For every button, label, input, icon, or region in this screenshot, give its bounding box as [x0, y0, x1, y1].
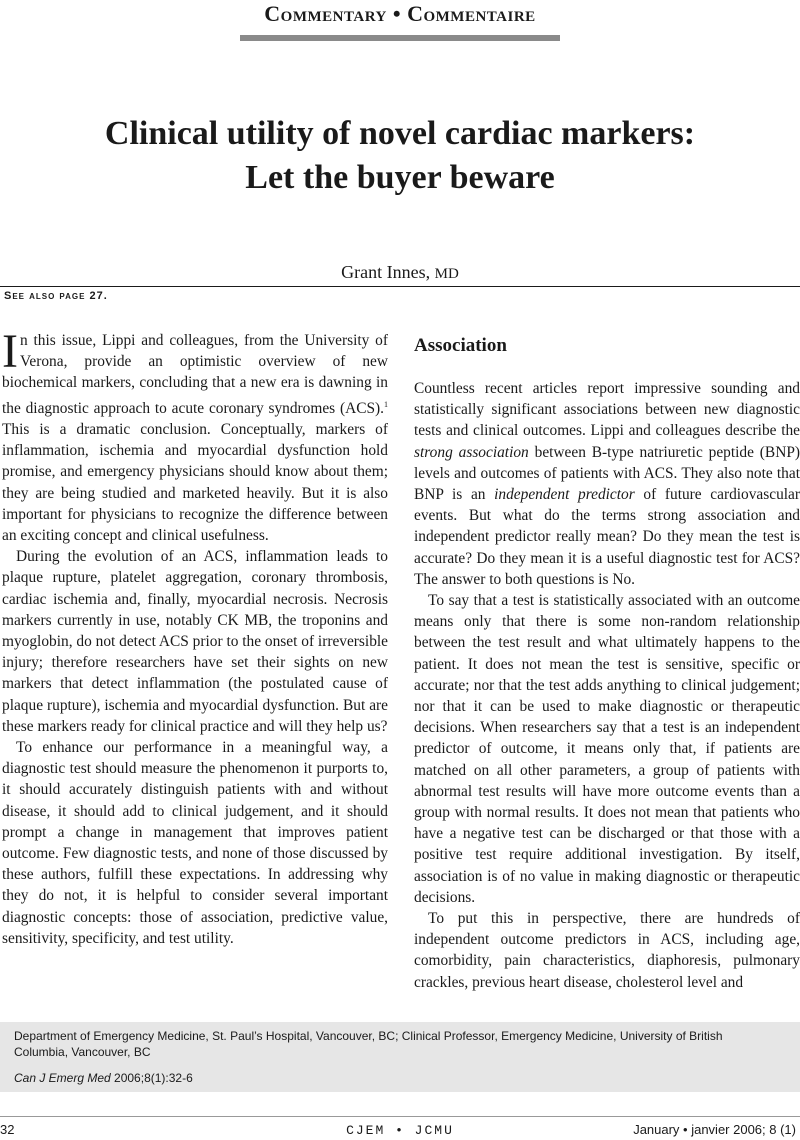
emphasis: independent predictor [494, 486, 635, 504]
page-number: 32 [0, 1122, 15, 1137]
title-line-2: Let the buyer beware [245, 159, 555, 196]
section-heading: Association [414, 335, 507, 356]
right-column [414, 330, 800, 993]
page-footer [0, 1122, 800, 1140]
affiliation-box [0, 1022, 800, 1092]
title-line-1: Clinical utility of novel cardiac markers: [104, 115, 696, 152]
header-rule [0, 286, 800, 287]
drop-cap: I [2, 325, 18, 378]
footer-rule [0, 1116, 800, 1117]
reference-mark: 1 [384, 399, 388, 409]
section-header [0, 0, 800, 28]
paragraph: Countless recent articles report impressive sounding and statistically significant associations between new diagnostic tests and clinical outcomes. Lippi and colleagues describe the strong association between B-type natriuretic peptide (BNP) levels and outcomes of patients with ACS. They also note that BNP is an independent predictor of future cardiovascular events. But what do the terms strong association and independent predictor really mean? Do they mean the test is accurate? Do they mean it is a useful diagnostic test for ACS? The answer to both questions is No. [414, 380, 800, 588]
paragraph: To put this in perspective, there are hundreds of independent outcome predictors in ACS, including age, comorbidity, pain characteristics, diaphoresis, pulmonary crackles, previous heart disease, cholesterol level and [414, 910, 800, 991]
section-label: Commentary • Commentaire [264, 1, 536, 26]
paragraph: To enhance our performance in a meaningful way, a diagnostic test should measure the phenomenon it purports to, it should accurately distinguish patients with and without disease, it should add to clinical judgement, and it should prompt a change in management that improves patient outcome. Few diagnostic tests, and none of those discussed by these authors, fulfill these expectations. In addressing why they do not, it is helpful to consider several important diagnostic concepts: those of association, predictive value, sensitivity, specificity, and test utility. [2, 738, 388, 947]
author-byline [0, 262, 800, 283]
emphasis: strong association [414, 443, 529, 461]
issue-info: January • janvier 2006; 8 (1) [633, 1122, 796, 1137]
affiliation-text: Department of Emergency Medicine, St. Paul’s Hospital, Vancouver, BC; Clinical Professor, Emergency Medicine, University of British Columbia, Vancouver, BC [14, 1029, 723, 1059]
see-also-note: See also page 27. [4, 290, 108, 302]
paragraph: To say that a test is statistically associated with an outcome means only that there is some non-random relationship between the test result and what ultimately happens to the patient. It does not mean the test is sensitive, specific or accurate; nor that the test adds anything to clinical judgement; nor that it can be used to make diagnostic or therapeutic decisions. When researchers say that a test is an independent predictor of outcome, it means only that, if patients are matched on all other parameters, a group of patients with abnormal test results will have more outcome events than a group with normal results. It does not mean that patients who have a negative test can be discharged or that those with a positive test require additional investigation. By itself, association is of no value in making diagnostic or therapeutic decisions. [414, 592, 800, 906]
paragraph: During the evolution of an ACS, inflammation leads to plaque rupture, platelet aggregation, coronary thrombosis, cardiac ischemia and, finally, myocardial necrosis. Necrosis markers currently in use, notably CK MB, the troponins and myoglobin, do not detect ACS prior to the onset of irreversible injury; therefore researchers have set their sights on new markers that detect inflammation (the postulated cause of plaque rupture), ischemia and myocardial dysfunction. But are these markers ready for clinical practice and will they help us? [2, 548, 388, 735]
journal-abbrev: Can J Emerg Med [14, 1071, 111, 1085]
citation: Can J Emerg Med 2006;8(1):32-6 [14, 1071, 193, 1085]
article-title [0, 112, 800, 200]
author-degree: MD [434, 266, 459, 282]
author-name: Grant Innes, [341, 262, 431, 282]
paragraph: In this issue, Lippi and colleagues, from the University of Verona, provide an optimistic overview of new biochemical markers, concluding that a new era is dawning in the diagnostic approach to acute coronary syndromes (ACS).$^1$ This is a dramatic conclusion. Conceptually, markers of inflammation, ischemia and myocardial dysfunction hold promise, and emergency physicians should know about them; they are being studied and marketed heavily. But it is also important for physicians to recognize the difference between an exciting concept and clinical usefulness. [2, 325, 388, 544]
left-column [2, 325, 388, 949]
header-bar [240, 35, 560, 41]
journal-name: CJEM • JCMU [346, 1123, 454, 1138]
